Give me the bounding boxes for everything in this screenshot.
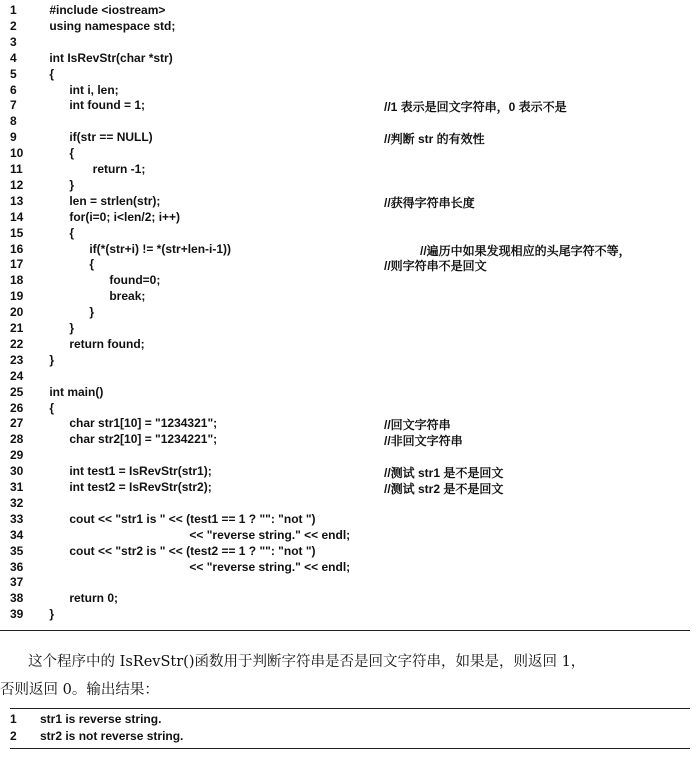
output-text: str1 is reverse string. bbox=[40, 712, 162, 726]
code-text: << "reverse string." << endl; bbox=[36, 559, 351, 574]
code-text: int main() bbox=[36, 384, 104, 399]
code-comment: //遍历中如果发现相应的头尾字符不等， bbox=[420, 243, 631, 258]
line-number: 23 bbox=[10, 352, 24, 367]
line-number: 33 bbox=[10, 511, 24, 526]
line-number: 27 bbox=[10, 416, 24, 431]
code-text: if(*(str+i) != *(str+len-i-1)) bbox=[36, 241, 232, 256]
code-text: int test1 = IsRevStr(str1); bbox=[36, 464, 212, 479]
line-number: 28 bbox=[10, 432, 24, 447]
line-number: 6 bbox=[10, 82, 17, 97]
code-comment: //则字符串不是回文 bbox=[384, 259, 487, 274]
line-number: 11 bbox=[10, 162, 23, 176]
code-comment: //测试 str1 是不是回文 bbox=[384, 466, 504, 481]
line-number: 7 bbox=[10, 98, 17, 113]
code-text: if(str == NULL) bbox=[36, 130, 153, 145]
line-number: 1 bbox=[10, 712, 17, 726]
code-line bbox=[0, 607, 697, 627]
line-number: 15 bbox=[10, 225, 24, 240]
line-number: 16 bbox=[10, 241, 24, 256]
line-number: 2 bbox=[10, 729, 17, 743]
code-text: { bbox=[36, 146, 75, 161]
line-number: 20 bbox=[10, 305, 24, 320]
code-text: return found; bbox=[36, 336, 145, 351]
line-number: 24 bbox=[10, 368, 24, 383]
code-text: found=0; bbox=[36, 273, 161, 288]
code-text: int IsRevStr(char *str) bbox=[36, 50, 173, 65]
line-number: 2 bbox=[10, 18, 17, 33]
line-number: 37 bbox=[10, 575, 24, 590]
code-text: break; bbox=[36, 289, 146, 304]
code-text: { bbox=[36, 400, 55, 415]
code-text: char str2[10] = "1234221"; bbox=[36, 432, 218, 447]
code-comment: //非回文字符串 bbox=[384, 434, 463, 449]
code-comment: //获得字符串长度 bbox=[384, 195, 475, 210]
line-number: 39 bbox=[10, 607, 24, 622]
code-text: int test2 = IsRevStr(str2); bbox=[36, 480, 212, 494]
code-text: { bbox=[36, 257, 95, 272]
code-text: } bbox=[36, 305, 95, 320]
code-comment: //测试 str2 是不是回文 bbox=[384, 482, 504, 496]
output-line bbox=[0, 729, 697, 747]
line-number: 21 bbox=[10, 321, 24, 335]
code-text: { bbox=[36, 66, 55, 81]
line-number: 3 bbox=[10, 34, 17, 49]
line-number: 26 bbox=[10, 400, 24, 415]
line-number: 9 bbox=[10, 130, 17, 145]
line-number: 30 bbox=[10, 464, 24, 479]
line-number: 14 bbox=[10, 209, 24, 224]
code-text: int i, len; bbox=[36, 82, 119, 97]
output-text: str2 is not reverse string. bbox=[40, 729, 184, 743]
code-text: using namespace std; bbox=[36, 18, 176, 33]
line-number: 13 bbox=[10, 193, 24, 208]
line-number: 1 bbox=[10, 3, 17, 17]
line-number: 19 bbox=[10, 289, 24, 304]
line-number: 29 bbox=[10, 448, 24, 463]
line-number: 25 bbox=[10, 384, 24, 399]
line-number: 35 bbox=[10, 543, 24, 558]
code-text: } bbox=[36, 352, 55, 367]
code-text: } bbox=[36, 177, 75, 192]
line-number: 18 bbox=[10, 273, 24, 288]
code-comment: //判断 str 的有效性 bbox=[384, 132, 485, 147]
paragraph-line-1: 这个程序中的 IsRevStr()函数用于判断字符串是否是回文字符串，如果是，则返回 1， bbox=[28, 654, 586, 670]
explanation-paragraph bbox=[0, 648, 697, 704]
line-number: 10 bbox=[10, 146, 24, 161]
code-text: } bbox=[36, 321, 75, 335]
code-text: cout << "str2 is " << (test2 == 1 ? "": "not ") bbox=[36, 543, 316, 558]
line-number: 31 bbox=[10, 480, 24, 494]
code-text: int found = 1; bbox=[36, 98, 145, 113]
output-top-rule bbox=[10, 708, 690, 709]
code-text: { bbox=[36, 225, 75, 240]
code-comment: //1 表示是回文字符串，0 表示不是 bbox=[384, 100, 567, 115]
listing-bottom-rule bbox=[0, 630, 690, 631]
code-text: return -1; bbox=[36, 162, 146, 176]
code-text: << "reverse string." << endl; bbox=[36, 527, 351, 542]
code-text: #include <iostream> bbox=[36, 3, 166, 17]
code-text: len = strlen(str); bbox=[36, 193, 161, 208]
line-number: 38 bbox=[10, 591, 24, 606]
line-number: 36 bbox=[10, 559, 24, 574]
output-line bbox=[0, 712, 697, 730]
paragraph-line-2: 否则返回 0。输出结果： bbox=[0, 682, 159, 698]
line-number: 32 bbox=[10, 495, 24, 510]
code-text: } bbox=[36, 607, 55, 622]
code-text: for(i=0; i<len/2; i++) bbox=[36, 209, 181, 224]
line-number: 12 bbox=[10, 177, 24, 192]
line-number: 4 bbox=[10, 50, 17, 65]
output-bottom-rule bbox=[10, 748, 690, 749]
code-text: cout << "str1 is " << (test1 == 1 ? "": "not ") bbox=[36, 511, 316, 526]
line-number: 34 bbox=[10, 527, 24, 542]
line-number: 22 bbox=[10, 336, 24, 351]
line-number: 17 bbox=[10, 257, 24, 272]
code-text: return 0; bbox=[36, 591, 119, 606]
code-text: char str1[10] = "1234321"; bbox=[36, 416, 218, 431]
line-number: 8 bbox=[10, 114, 17, 129]
code-comment: //回文字符串 bbox=[384, 418, 451, 433]
line-number: 5 bbox=[10, 66, 17, 81]
